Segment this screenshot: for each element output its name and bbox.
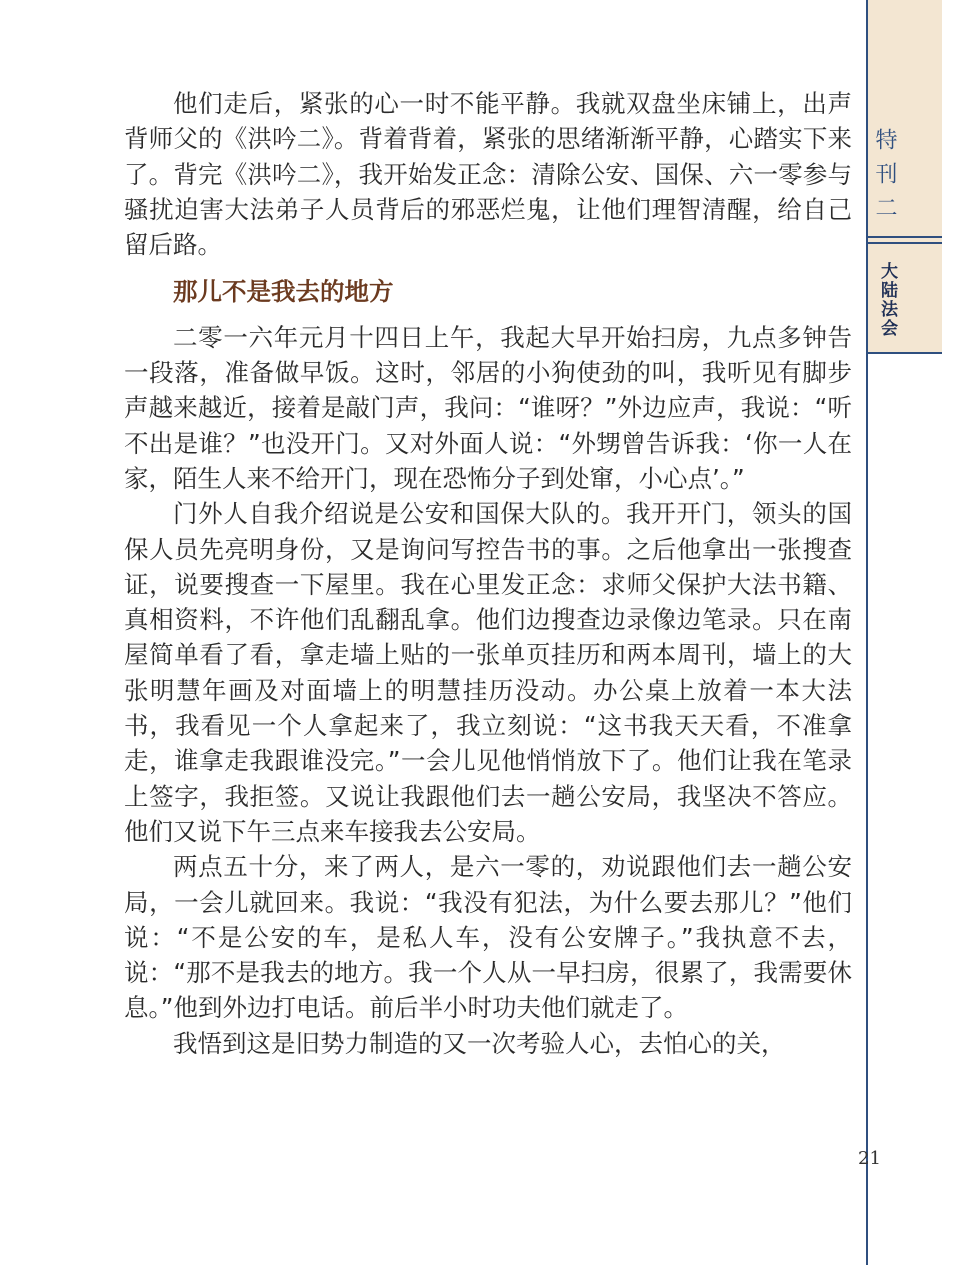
divider [866,352,942,354]
section-label: 大陆法会 [877,262,897,338]
page-number: 21 [858,1148,881,1169]
paragraph: 他们走后，紧张的心一时不能平静。我就双盘坐床铺上，出声背师父的《洪吟二》。背着背着，紧张的思绪渐渐平静，心踏实下来了。背完《洪吟二》，我开始发正念：清除公安、国保、六一零参与骚扰迫害大法弟子人员背后的邪恶烂鬼，让他们理智清醒，给自己留后路。 [124,89,852,260]
section-heading: 那儿不是我去的地方 [173,277,394,307]
paragraph: 二零一六年元月十四日上午，我起大早开始扫房，九点多钟告一段落，准备做早饭。这时，邻居的小狗使劲的叫，我听见有脚步声越来越近，接着是敲门声，我问：“谁呀？”外边应声，我说：“听不出是谁？”也没开门。又对外面人说：“外甥曾告诉我：‘你一人在家，陌生人来不给开门，现在恐怖分子到处窜，小心点’。” [124,322,852,493]
article-body [124,86,852,1061]
divider [866,236,942,238]
side-tab-bar [866,0,978,1265]
issue-label: 特刊二 [872,128,897,230]
paragraph: 两点五十分，来了两人，是六一零的，劝说跟他们去一趟公安局，一会儿就回来。我说：“我没有犯法，为什么要去那儿？”他们说：“不是公安的车，是私人车，没有公安牌子。”我执意不去，说：“那不是我去的地方。我一个人从一早扫房，很累了，我需要休息。”他到外边打电话。前后半小时功夫他们就走了。 [124,852,852,1023]
divider [866,242,942,244]
side-vertical-rule [866,0,868,1265]
paragraph: 门外人自我介绍说是公安和国保大队的。我开开门，领头的国保人员先亮明身份，又是询问写控告书的事。之后他拿出一张搜查证，说要搜查一下屋里。我在心里发正念：求师父保护大法书籍、真相资料，不许他们乱翻乱拿。他们边搜查边录像边笔录。只在南屋简单看了看，拿走墙上贴的一张单页挂历和两本周刊，墙上的大张明慧年画及对面墙上的明慧挂历没动。办公桌上放着一本大法书，我看见一个人拿起来了，我立刻说：“这书我天天看，不准拿走，谁拿走我跟谁没完。”一会儿见他悄悄放下了。他们让我在笔录上签字，我拒签。又说让我跟他们去一趟公安局，我坚决不答应。他们又说下午三点来车接我去公安局。 [124,499,852,846]
paragraph: 我悟到这是旧势力制造的又一次考验人心，去怕心的关， [173,1028,786,1058]
